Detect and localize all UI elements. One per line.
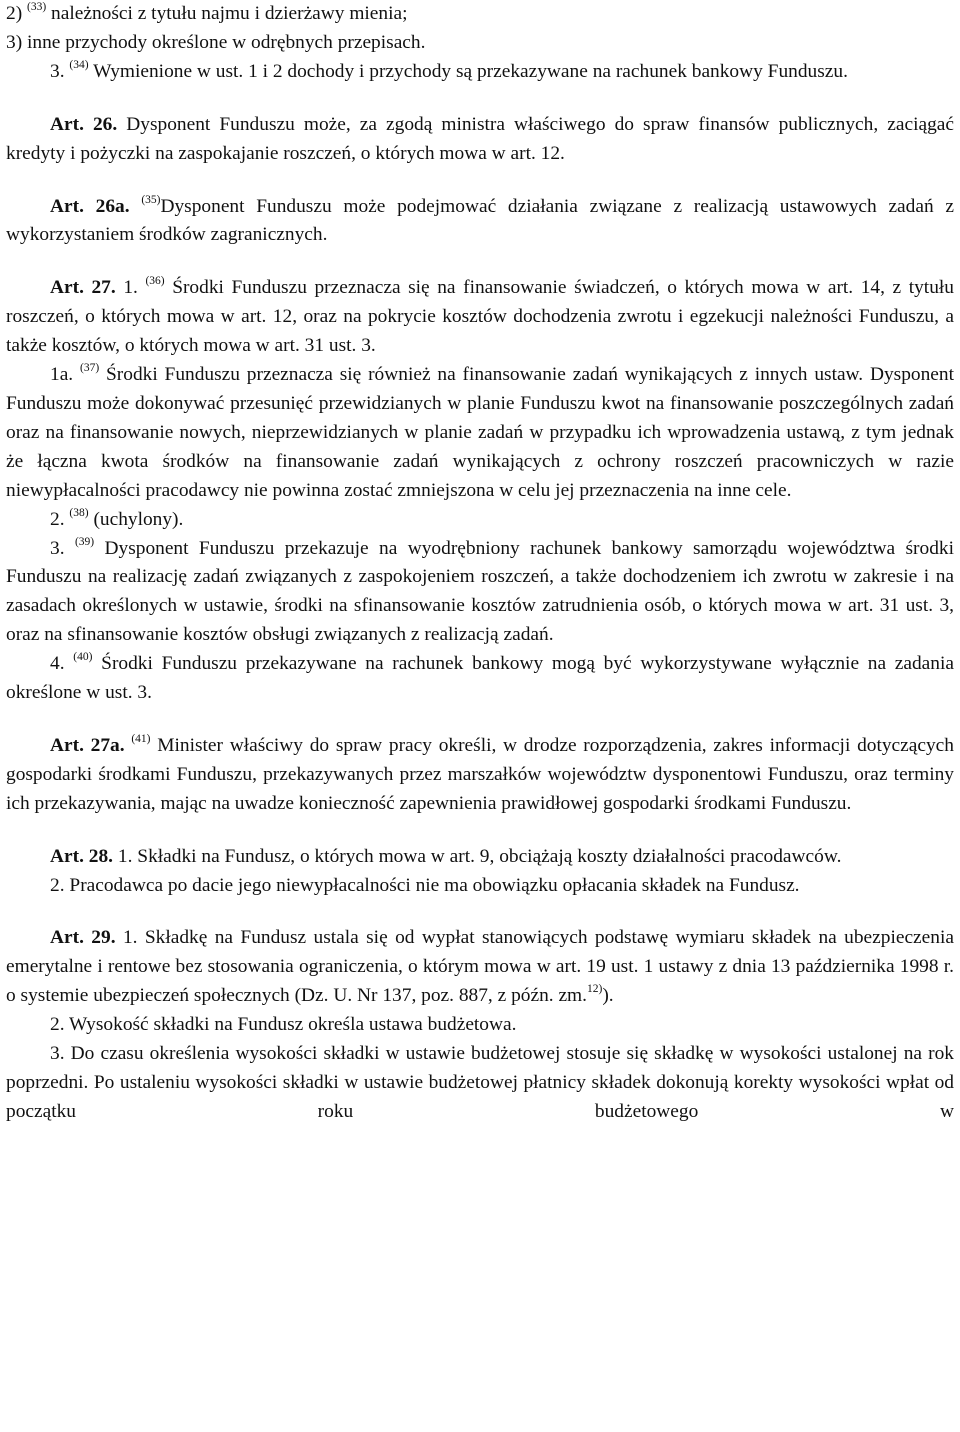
article-heading: Art. 26. xyxy=(50,113,118,135)
article-text: Dysponent Funduszu może podejmować działania związane z realizacją ustawowych zadań z wykorzystaniem środków zagranicznych. xyxy=(6,195,954,246)
article-29-paragraph-1 xyxy=(6,924,954,1011)
list-item-2 xyxy=(6,0,954,29)
paragraph-number: 3. xyxy=(50,1043,65,1065)
article-27-paragraph-2 xyxy=(6,506,954,535)
paragraph-text: Środki Funduszu przeznacza się na finansowanie świadczeń, o których mowa w art. 14, z tytułu roszczeń, o których mowa w art. 12, oraz na pokrycie kosztów dochodzenia zwrotu i egzekucji należności Funduszu, a także kosztów, o których mowa w art. 31 ust. 3. xyxy=(6,277,954,357)
article-29-paragraph-2 xyxy=(6,1011,954,1040)
paragraph-text: (uchylony). xyxy=(93,508,184,530)
footnote-ref: (39) xyxy=(74,535,95,548)
paragraph-number: 2. xyxy=(50,508,65,530)
article-27-paragraph-3 xyxy=(6,535,954,651)
paragraph-text: Wysokość składki na Fundusz określa ustawa budżetowa. xyxy=(69,1014,517,1036)
article-29-paragraph-3 xyxy=(6,1040,954,1127)
article-text: Dysponent Funduszu może, za zgodą ministra właściwego do spraw finansów publicznych, zaciągać kredyty i pożyczki na zaspokajanie roszczeń, o których mowa w art. 12. xyxy=(6,113,954,164)
paragraph-number: 2. xyxy=(50,874,65,896)
paragraph-number: 3. xyxy=(50,537,65,559)
article-27-paragraph-4 xyxy=(6,650,954,708)
article-26 xyxy=(6,111,954,169)
item-text: należności z tytułu najmu i dzierżawy mienia; xyxy=(51,3,408,24)
paragraph-text: Wymienione w ust. 1 i 2 dochody i przychody są przekazywane na rachunek bankowy Funduszu. xyxy=(93,60,848,82)
item-number: 2) xyxy=(6,3,23,24)
paragraph-text: Składkę na Fundusz ustala się od wypłat stanowiących podstawę wymiaru składek na ubezpieczenia emerytalne i rentowe bez stosowania ograniczenia, o którym mowa w art. 19 ust. 1 ustawy z dnia 13 października 1998 r. o systemie ubezpieczeń społecznych (Dz. U. Nr 137, poz. 887, z późn. zm. xyxy=(6,927,954,1007)
list-item-3 xyxy=(6,29,954,58)
article-27-paragraph-1 xyxy=(6,274,954,361)
paragraph-number: 1a. xyxy=(50,364,74,386)
paragraph-text: Środki Funduszu przekazywane na rachunek bankowy mogą być wykorzystywane wyłącznie na zadania określone w ust. 3. xyxy=(6,653,954,704)
footnote-ref: (40) xyxy=(73,651,93,664)
article-heading: Art. 26a. xyxy=(50,195,130,217)
paragraph-text: Środki Funduszu przeznacza się również na finansowanie zadań wynikających z innych ustaw. Dysponent Funduszu może dokonywać przesunięć przewidzianych w planie Funduszu kwot na finansowanie poszczególnych zadań oraz na finansowanie nowych, nieprzewidzianych w planie zadań w przypadku ich wprowadzenia ustawą, z tym jednak że łączna kwota środków na finansowanie zadań wynikających z ochrony roszczeń pracowniczych w razie niewypłacalności pracodawcy nie powinna zostać zmniejszona w celu jej przeznaczenia na inne cele. xyxy=(6,364,955,501)
article-heading: Art. 28. xyxy=(50,845,114,867)
article-28-paragraph-2 xyxy=(6,872,954,901)
paragraph-number: 1. xyxy=(123,277,138,299)
article-26a xyxy=(6,193,954,251)
article-28-paragraph-1 xyxy=(6,843,954,872)
paragraph-number: 1. xyxy=(122,927,138,949)
paragraph-number: 3. xyxy=(50,60,65,82)
paragraph-text: Dysponent Funduszu przekazuje na wyodrębniony rachunek bankowy samorządu województwa środki Funduszu na realizację zadań związanych z zaspokojeniem roszczeń, a także dochodzeniem ich zwrotu w zakresie i na zasadach określonych w ustawie, środki na sfinansowanie kosztów zatrudnienia osób, o których mowa w art. 31 ust. 3, oraz na sfinansowanie kosztów obsługi związanych z realizacją zadań. xyxy=(6,537,954,646)
footnote-ref: (34) xyxy=(69,58,89,71)
footnote-ref: 12) xyxy=(587,983,603,996)
article-heading: Art. 27a. xyxy=(50,734,125,756)
paragraph-tail: ). xyxy=(602,985,614,1007)
footnote-ref: (36) xyxy=(145,275,165,288)
paragraph-number: 2. xyxy=(50,1014,65,1036)
footnote-ref: (38) xyxy=(69,506,89,519)
article-27-paragraph-1a xyxy=(6,361,954,506)
footnote-ref: (33) xyxy=(27,1,47,13)
footnote-ref: (41) xyxy=(131,732,151,745)
footnote-ref: (37) xyxy=(80,362,100,375)
article-heading: Art. 27. xyxy=(50,277,116,299)
paragraph-number: 1. xyxy=(117,845,133,867)
paragraph-number: 4. xyxy=(50,653,65,675)
article-27a xyxy=(6,732,954,819)
paragraph-3 xyxy=(6,58,954,87)
footnote-ref: (35) xyxy=(141,193,161,206)
paragraph-text: Składki na Fundusz, o których mowa w art. 9, obciążają koszty działalności pracodawców. xyxy=(137,845,842,867)
paragraph-text: Do czasu określenia wysokości składki w ustawie budżetowej stosuje się składkę w wysokości ustalonej na rok poprzedni. Po ustaleniu wysokości składki w ustawie budżetowej płatnicy składek dokonują korekty wysokości wpłat od początku roku budżetowego w xyxy=(6,1043,954,1122)
article-heading: Art. 29. xyxy=(50,927,116,949)
paragraph-text: Pracodawca po dacie jego niewypłacalności nie ma obowiązku opłacania składek na Fundusz. xyxy=(69,874,800,896)
item-text: 3) inne przychody określone w odrębnych przepisach. xyxy=(6,31,426,53)
article-text: Minister właściwy do spraw pracy określi, w drodze rozporządzenia, zakres informacji dotyczących gospodarki środkami Funduszu, przekazywanych przez marszałków województw dysponentowi Funduszu, oraz terminy ich przekazywania, mając na uwadze konieczność zapewnienia prawidłowej gospodarki środkami Funduszu. xyxy=(6,734,954,814)
